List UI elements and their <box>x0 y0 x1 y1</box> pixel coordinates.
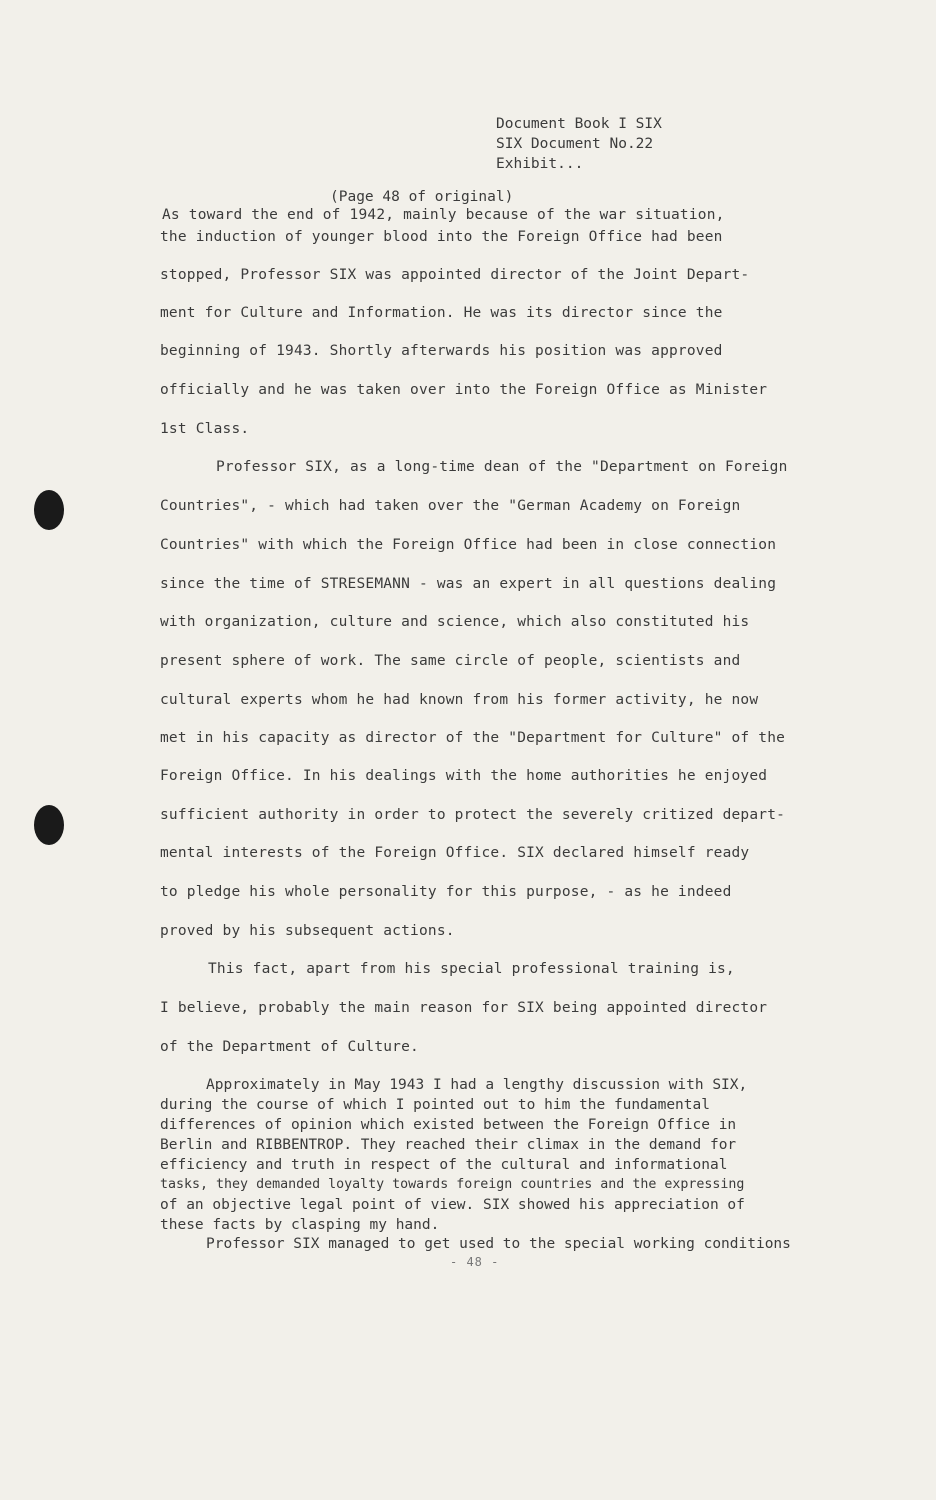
text-line: during the course of which I pointed out to him the fundamental <box>160 1097 710 1113</box>
text-line: This fact, apart from his special professional training is, <box>208 961 735 977</box>
text-line: Berlin and RIBBENTROP. They reached their climax in the demand for <box>160 1137 737 1153</box>
text-line: beginning of 1943. Shortly afterwards his position was approved <box>160 343 723 359</box>
text-line: Countries" with which the Foreign Office had been in close connection <box>160 537 777 553</box>
page-reference: (Page 48 of original) <box>330 189 514 205</box>
header-line: Exhibit... <box>496 156 584 172</box>
text-line: since the time of STRESEMANN - was an expert in all questions dealing <box>160 576 777 592</box>
page-number: - 48 - <box>450 1255 500 1269</box>
text-line: officially and he was taken over into the Foreign Office as Minister <box>160 382 768 398</box>
text-line: I believe, probably the main reason for SIX being appointed director <box>160 1000 768 1016</box>
punch-hole-top <box>34 490 64 530</box>
punch-hole-bottom <box>34 805 64 845</box>
text-line: stopped, Professor SIX was appointed director of the Joint Depart- <box>160 267 750 283</box>
text-line: Countries", - which had taken over the "German Academy on Foreign <box>160 498 741 514</box>
text-line: differences of opinion which existed between the Foreign Office in <box>160 1117 737 1133</box>
text-line: sufficient authority in order to protect the severely critized depart- <box>160 807 786 823</box>
text-line: cultural experts whom he had known from his former activity, he now <box>160 692 759 708</box>
text-line: As toward the end of 1942, mainly because of the war situation, <box>162 207 725 223</box>
header-line: SIX Document No.22 <box>496 136 654 152</box>
text-line: met in his capacity as director of the "Department for Culture" of the <box>160 730 786 746</box>
text-line: of the Department of Culture. <box>160 1039 419 1055</box>
text-line: tasks, they demanded loyalty towards foreign countries and the expressing <box>160 1177 745 1192</box>
text-line: of an objective legal point of view. SIX showed his appreciation of <box>160 1197 745 1213</box>
text-line: Professor SIX, as a long-time dean of the "Department on Foreign <box>216 459 788 475</box>
text-line: Foreign Office. In his dealings with the home authorities he enjoyed <box>160 768 768 784</box>
text-line: ment for Culture and Information. He was its director since the <box>160 305 723 321</box>
header-line: Document Book I SIX <box>496 116 662 132</box>
text-line: efficiency and truth in respect of the cultural and informational <box>160 1157 728 1173</box>
text-line: to pledge his whole personality for this purpose, - as he indeed <box>160 884 732 900</box>
text-line: these facts by clasping my hand. <box>160 1217 440 1233</box>
text-line: the induction of younger blood into the Foreign Office had been <box>160 229 723 245</box>
text-line: Professor SIX managed to get used to the special working conditions <box>206 1236 791 1252</box>
text-line: present sphere of work. The same circle of people, scientists and <box>160 653 741 669</box>
document-header <box>496 114 662 174</box>
text-line: Approximately in May 1943 I had a lengthy discussion with SIX, <box>206 1077 748 1093</box>
text-line: 1st Class. <box>160 421 250 437</box>
text-line: proved by his subsequent actions. <box>160 923 455 939</box>
text-line: mental interests of the Foreign Office. SIX declared himself ready <box>160 845 750 861</box>
text-line: with organization, culture and science, which also constituted his <box>160 614 750 630</box>
